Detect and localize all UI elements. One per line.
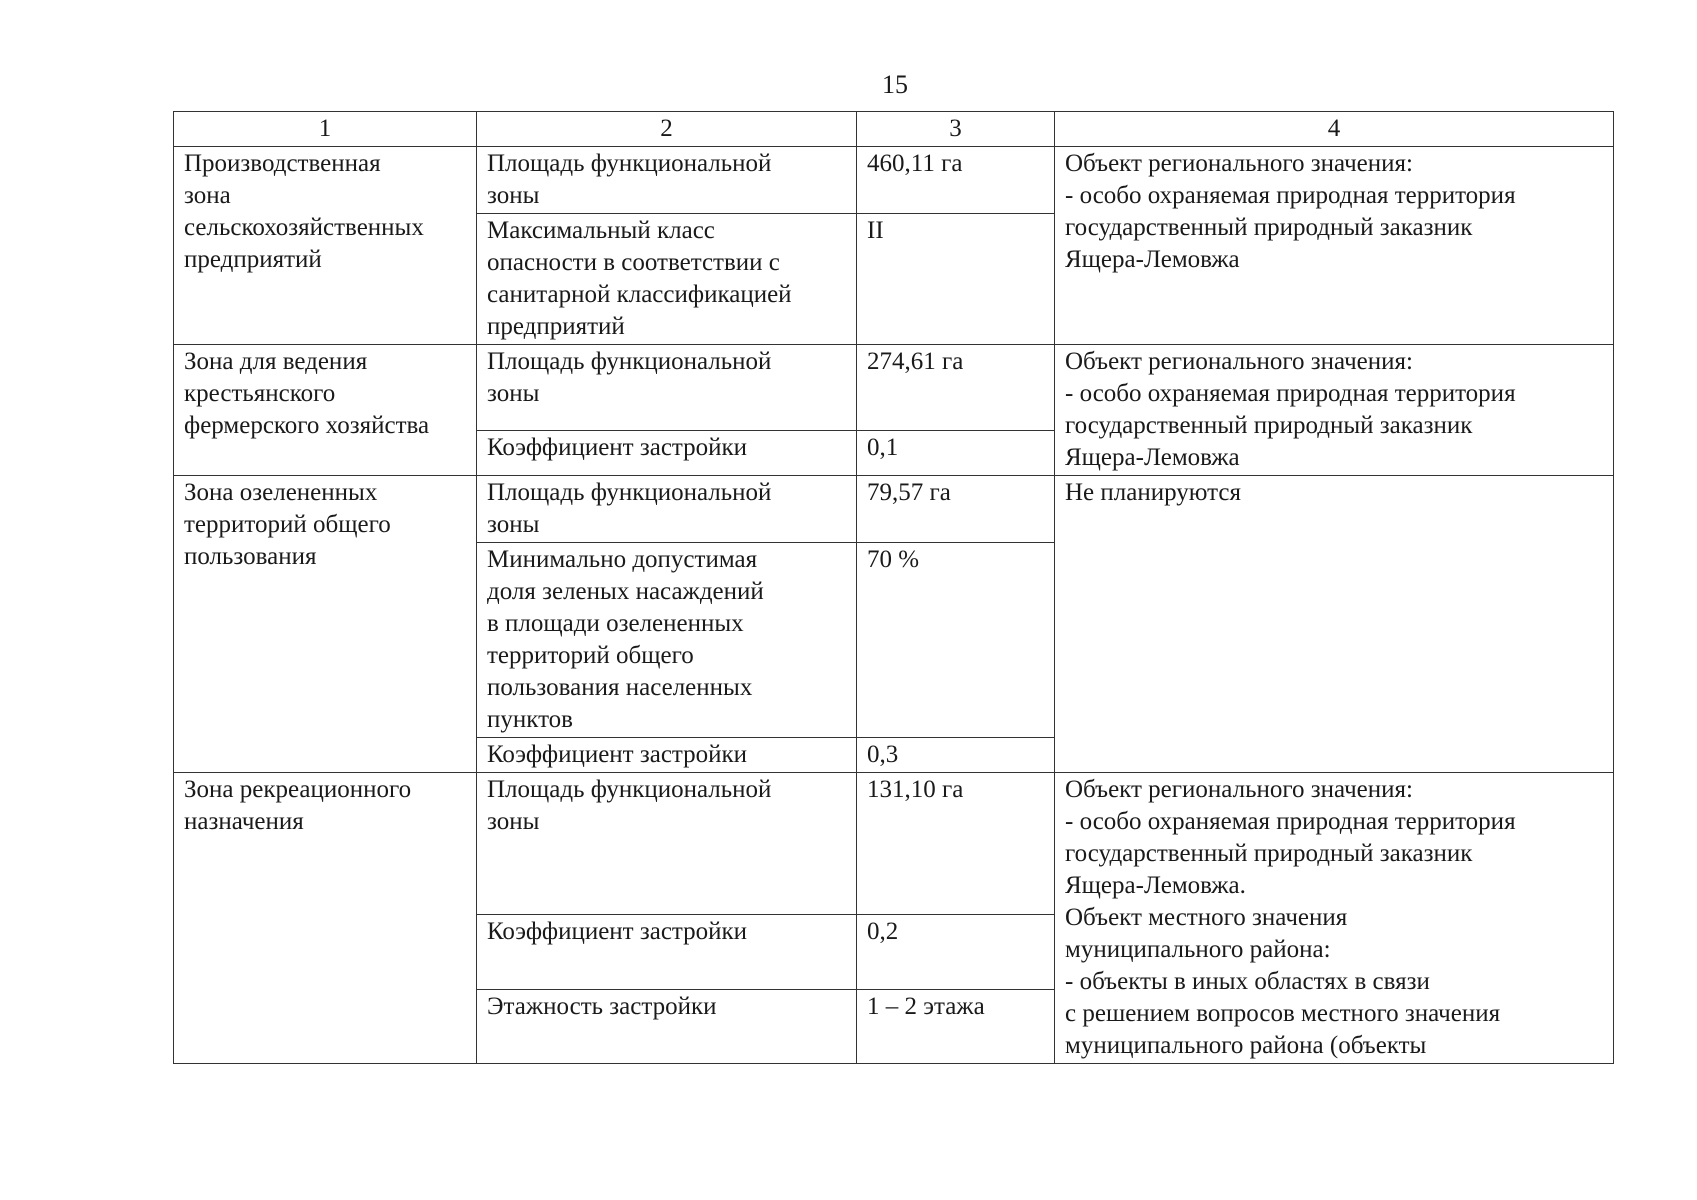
planned-objects-cell	[1055, 147, 1614, 345]
parameter-name-line: Максимальный класс	[487, 217, 715, 244]
zone-name-line: территорий общего	[184, 511, 391, 538]
parameter-value: 460,11 га	[867, 150, 963, 177]
parameter-name-line: Площадь функциональной	[487, 150, 772, 177]
parameter-value: 0,1	[867, 434, 899, 462]
parameter-name-line: Площадь функциональной	[487, 479, 772, 506]
parameter-value-cell	[857, 543, 1055, 738]
parameter-value-cell	[857, 345, 1055, 431]
parameter-name-cell	[477, 738, 857, 773]
parameter-value: 0,2	[867, 918, 899, 946]
planned-objects-line: Объект регионального значения:	[1065, 776, 1413, 803]
parameter-name-line: в площади озелененных	[487, 610, 744, 637]
zone-name-line: крестьянского	[184, 380, 336, 407]
parameter-value: 0,3	[867, 741, 899, 768]
parameter-name-line: зоны	[487, 511, 540, 538]
zone-name-line: зона	[184, 182, 231, 209]
table-row	[174, 147, 1614, 214]
planned-objects-line: муниципального района:	[1065, 936, 1331, 963]
parameter-name-line: Минимально допустимая	[487, 546, 758, 573]
header-cell-1: 1	[174, 112, 477, 147]
parameter-value: 274,61 га	[867, 348, 964, 375]
zone-name-line: сельскохозяйственных	[184, 214, 424, 241]
parameter-value-cell	[857, 989, 1055, 1063]
parameter-value: 1 – 2 этажа	[867, 992, 985, 1020]
parameter-name-line: доля зеленых насаждений	[487, 578, 764, 605]
parameter-value: 70 %	[867, 546, 920, 573]
parameter-value-cell	[857, 147, 1055, 214]
planned-objects-line: - особо охраняемая природная территория	[1065, 182, 1516, 209]
zone-name-cell	[174, 345, 477, 476]
parameter-name-line: опасности в соответствии с	[487, 249, 780, 276]
parameter-name-cell	[477, 773, 857, 915]
zone-name-cell	[174, 147, 477, 345]
parameter-value-cell	[857, 773, 1055, 915]
table-row	[174, 476, 1614, 543]
planned-objects-line: государственный природный заказник	[1065, 412, 1473, 439]
parameter-value-cell	[857, 738, 1055, 773]
table-row	[174, 345, 1614, 431]
planned-objects-line: - особо охраняемая природная территория	[1065, 808, 1516, 835]
zone-name-line: назначения	[184, 808, 304, 835]
parameter-name-line: зоны	[487, 808, 540, 835]
planned-objects-line: с решением вопросов местного значения	[1065, 1000, 1501, 1027]
planned-objects-line: муниципального района (объекты	[1065, 1032, 1427, 1059]
zones-table	[173, 111, 1614, 1064]
parameter-name-line: Коэффициент застройки	[487, 918, 748, 946]
parameter-value-cell	[857, 476, 1055, 543]
parameter-value-cell	[857, 431, 1055, 476]
planned-objects-line: Не планируются	[1065, 479, 1241, 506]
parameter-value-cell	[857, 214, 1055, 345]
header-cell-3: 3	[857, 112, 1055, 147]
planned-objects-line: Ящера-Лемовжа.	[1065, 872, 1246, 899]
zone-name-line: фермерского хозяйства	[184, 412, 430, 439]
parameter-name-line: Коэффициент застройки	[487, 741, 748, 768]
zone-name-line: предприятий	[184, 246, 322, 273]
parameter-value: II	[867, 217, 884, 244]
parameter-name-cell	[477, 431, 857, 476]
zone-name-line: Зона для ведения	[184, 348, 368, 375]
parameter-name-line: Площадь функциональной	[487, 348, 772, 375]
zone-name-line: Зона озелененных	[184, 479, 378, 506]
parameter-name-cell	[477, 476, 857, 543]
parameter-name-cell	[477, 345, 857, 431]
parameter-name-line: зоны	[487, 182, 540, 209]
parameter-value: 131,10 га	[867, 776, 964, 803]
planned-objects-line: Ящера-Лемовжа	[1065, 246, 1240, 273]
planned-objects-cell	[1055, 345, 1614, 476]
parameter-name-line: пользования населенных	[487, 674, 753, 701]
zone-name-line: Производственная	[184, 150, 381, 177]
zone-name-line: пользования	[184, 543, 317, 570]
planned-objects-line: государственный природный заказник	[1065, 840, 1473, 867]
parameter-name-line: территорий общего	[487, 642, 694, 669]
zone-name-line: Зона рекреационного	[184, 776, 412, 803]
planned-objects-line: - особо охраняемая природная территория	[1065, 380, 1516, 407]
planned-objects-line: Объект регионального значения:	[1065, 150, 1413, 177]
parameter-value: 79,57 га	[867, 479, 951, 506]
parameter-name-cell	[477, 915, 857, 989]
parameter-name-line: предприятий	[487, 313, 625, 340]
parameter-value-cell	[857, 915, 1055, 989]
planned-objects-line: государственный природный заказник	[1065, 214, 1473, 241]
parameter-name-cell	[477, 214, 857, 345]
parameter-name-line: Площадь функциональной	[487, 776, 772, 803]
planned-objects-line: Ящера-Лемовжа	[1065, 444, 1240, 471]
table-row	[174, 773, 1614, 915]
header-cell-2: 2	[477, 112, 857, 147]
parameter-name-cell	[477, 147, 857, 214]
parameter-name-line: пунктов	[487, 706, 573, 733]
parameter-name-cell	[477, 543, 857, 738]
zone-name-cell	[174, 773, 477, 1064]
parameter-name-line: зоны	[487, 380, 540, 407]
parameter-name-line: Коэффициент застройки	[487, 434, 748, 462]
planned-objects-cell	[1055, 773, 1614, 1064]
header-cell-4: 4	[1055, 112, 1614, 147]
parameter-name-cell	[477, 989, 857, 1063]
planned-objects-line: Объект регионального значения:	[1065, 348, 1413, 375]
parameter-name-line: санитарной классификацией	[487, 281, 792, 308]
parameter-name-line: Этажность застройки	[487, 992, 717, 1020]
planned-objects-line: - объекты в иных областях в связи	[1065, 968, 1430, 995]
page-number: 15	[882, 70, 908, 99]
planned-objects-cell	[1055, 476, 1614, 773]
zone-name-cell	[174, 476, 477, 773]
table-header-row	[174, 112, 1614, 147]
planned-objects-line: Объект местного значения	[1065, 904, 1348, 931]
